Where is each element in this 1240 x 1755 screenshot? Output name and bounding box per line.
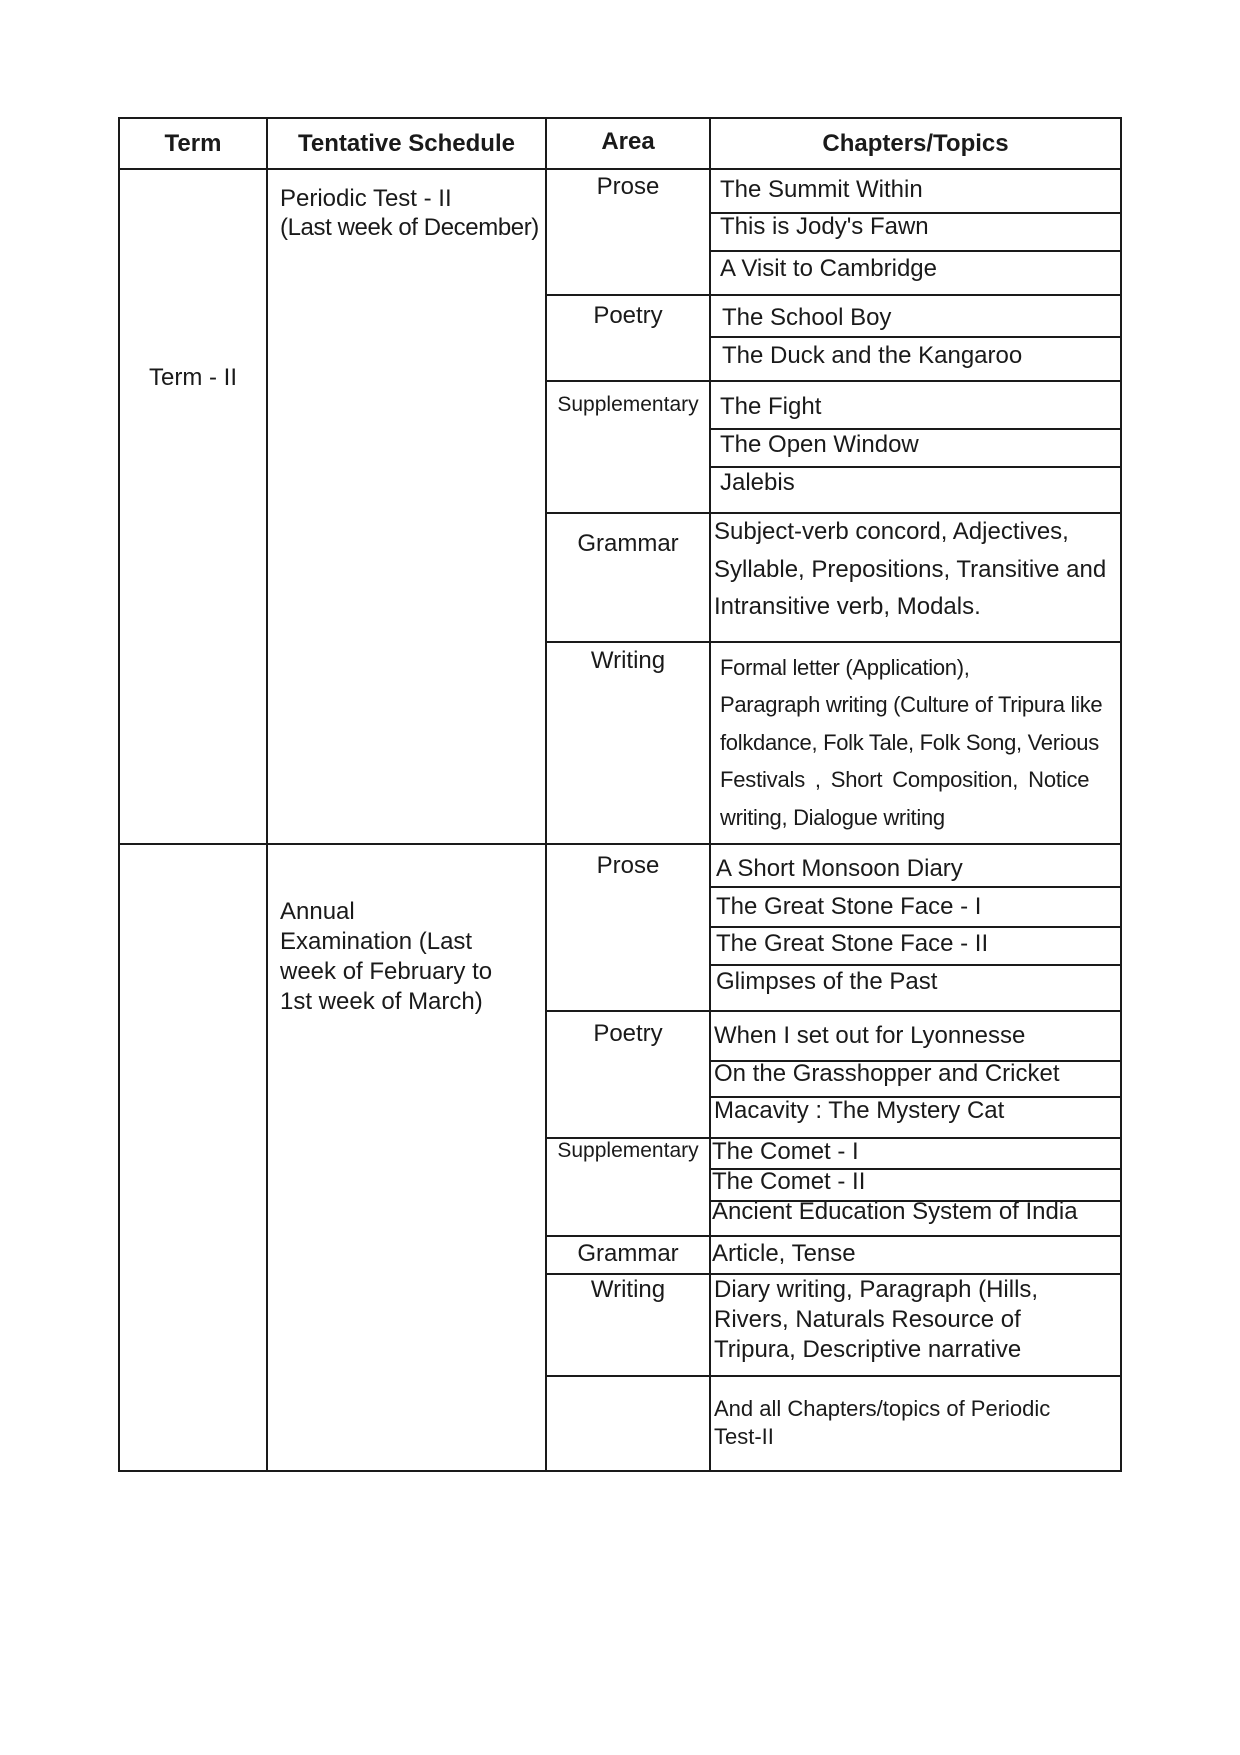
area-divider [545, 641, 1122, 643]
area-divider [545, 1375, 1122, 1377]
header-term: Term [164, 130, 222, 157]
topic-line: Paragraph writing (Culture of Tripura like [720, 692, 1103, 717]
area-divider [545, 512, 1122, 514]
topic-divider [709, 926, 1122, 928]
area-divider [545, 1273, 1122, 1275]
schedule-annual: Examination (Last [280, 928, 473, 955]
topic-line: Syllable, Prepositions, Transitive and [714, 556, 1107, 583]
header-schedule: Tentative Schedule [298, 130, 515, 157]
topic-line: folkdance, Folk Tale, Folk Song, Verious [720, 730, 1099, 755]
area-prose: Prose [596, 852, 660, 879]
topic-item: The Comet - I [712, 1138, 859, 1165]
topic-item: The Duck and the Kangaroo [722, 342, 1023, 369]
topic-item: Article, Tense [712, 1240, 856, 1267]
column-divider [266, 117, 268, 1472]
topic-item: The Great Stone Face - I [716, 893, 982, 920]
schedule-periodic-date: (Last week of December) [280, 214, 539, 241]
term-label: Term - II [149, 364, 237, 391]
topic-line: And all Chapters/topics of Periodic [714, 1396, 1051, 1421]
topic-line: Diary writing, Paragraph (Hills, [714, 1276, 1039, 1303]
topic-item: When I set out for Lyonnesse [714, 1022, 1026, 1049]
area-prose: Prose [596, 173, 660, 200]
topic-divider [709, 428, 1122, 430]
header-area: Area [601, 128, 655, 155]
header-divider [118, 168, 1122, 170]
area-poetry: Poetry [593, 1020, 663, 1047]
topic-divider [709, 964, 1122, 966]
topic-item: The Open Window [720, 431, 919, 458]
area-supplementary: Supplementary [557, 393, 699, 416]
topic-line: Rivers, Naturals Resource of [714, 1306, 1021, 1333]
area-divider [545, 1235, 1122, 1237]
area-writing: Writing [590, 1276, 666, 1303]
area-divider [545, 294, 1122, 296]
topic-item: A Visit to Cambridge [720, 255, 937, 282]
area-divider [545, 380, 1122, 382]
schedule-annual: Annual [280, 898, 355, 925]
topic-line: Subject-verb concord, Adjectives, [714, 518, 1069, 545]
area-supplementary: Supplementary [557, 1139, 699, 1162]
topic-item: This is Jody's Fawn [720, 213, 929, 240]
topic-item: On the Grasshopper and Cricket [714, 1060, 1060, 1087]
topic-divider [709, 886, 1122, 888]
area-grammar: Grammar [577, 1240, 679, 1267]
area-poetry: Poetry [593, 302, 663, 329]
table-right-border [1120, 117, 1122, 1472]
topic-divider [709, 466, 1122, 468]
topic-item: Jalebis [720, 469, 795, 496]
schedule-annual: week of February to [280, 958, 493, 985]
topic-item: The Comet - II [712, 1168, 866, 1195]
table-top-border [118, 117, 1122, 119]
topic-divider [709, 250, 1122, 252]
term-divider [118, 843, 1122, 845]
schedule-annual: 1st week of March) [280, 988, 483, 1015]
topic-item: Ancient Education System of India [712, 1198, 1078, 1225]
topic-item: The School Boy [722, 304, 892, 331]
topic-divider [709, 336, 1122, 338]
topic-item: The Summit Within [720, 176, 923, 203]
area-divider [545, 1010, 1122, 1012]
topic-line: Tripura, Descriptive narrative [714, 1336, 1022, 1363]
topic-line: Formal letter (Application), [720, 655, 970, 680]
topic-item: Glimpses of the Past [716, 968, 938, 995]
topic-line: Festivals , Short Composition, Notice [720, 767, 1090, 792]
area-writing: Writing [590, 647, 666, 674]
area-grammar: Grammar [577, 530, 679, 557]
table-bottom-border [118, 1470, 1122, 1472]
topic-line: Intransitive verb, Modals. [714, 593, 981, 620]
topic-line: writing, Dialogue writing [720, 805, 945, 830]
topic-item: The Great Stone Face - II [716, 930, 989, 957]
table-left-border [118, 117, 120, 1472]
header-topics: Chapters/Topics [822, 130, 1009, 157]
topic-item: Macavity : The Mystery Cat [714, 1097, 1005, 1124]
topic-line: Test-II [714, 1424, 774, 1449]
topic-item: A Short Monsoon Diary [716, 855, 963, 882]
topic-item: The Fight [720, 393, 822, 420]
schedule-periodic-test: Periodic Test - II [280, 185, 452, 212]
